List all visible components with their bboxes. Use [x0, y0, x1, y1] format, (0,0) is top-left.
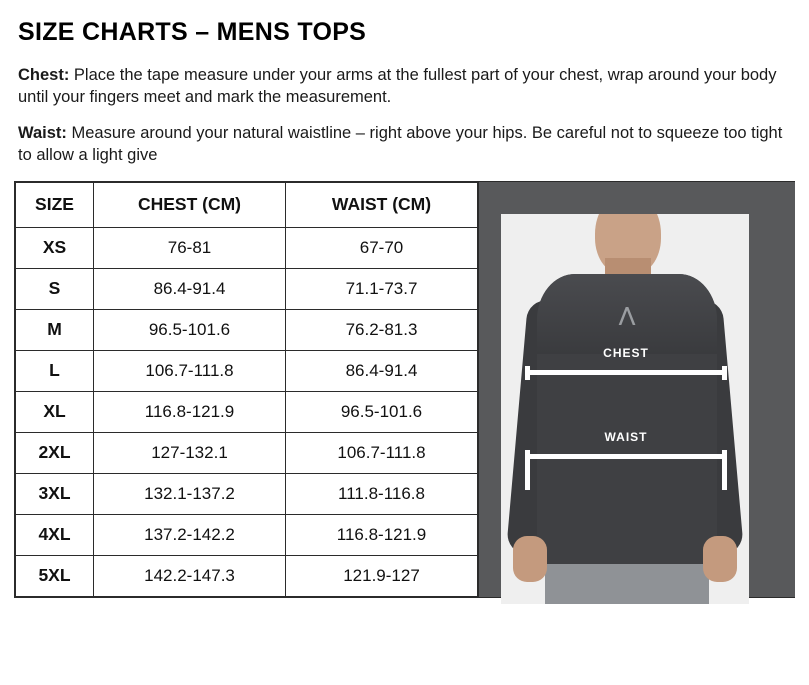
cell-size: 4XL — [16, 514, 94, 555]
cell-waist: 116.8-121.9 — [286, 514, 478, 555]
cell-chest: 127-132.1 — [94, 432, 286, 473]
cell-size: 3XL — [16, 473, 94, 514]
cell-waist: 96.5-101.6 — [286, 391, 478, 432]
table-row — [16, 555, 478, 596]
cell-chest: 96.5-101.6 — [94, 309, 286, 350]
size-chart-container — [14, 181, 795, 598]
cell-size: 5XL — [16, 555, 94, 596]
cell-waist: 76.2-81.3 — [286, 309, 478, 350]
column-header-waist: WAIST (CM) — [286, 182, 478, 227]
chest-measure-label: CHEST — [603, 345, 649, 360]
column-header-chest: CHEST (CM) — [94, 182, 286, 227]
waist-band-line — [525, 454, 727, 459]
cell-waist: 106.7-111.8 — [286, 432, 478, 473]
cell-waist: 86.4-91.4 — [286, 350, 478, 391]
cell-chest: 116.8-121.9 — [94, 391, 286, 432]
column-header-size: SIZE — [16, 182, 94, 227]
chest-instruction-text: Place the tape measure under your arms at the fullest part of your chest, wrap around your body until your fingers meet and mark the measurement. — [18, 66, 777, 106]
model-photo — [501, 214, 749, 604]
cell-chest: 142.2-147.3 — [94, 555, 286, 596]
table-row — [16, 227, 478, 268]
table-header-row — [16, 182, 478, 227]
cell-chest: 106.7-111.8 — [94, 350, 286, 391]
measurement-illustration-panel — [478, 182, 795, 597]
cell-chest: 76-81 — [94, 227, 286, 268]
waist-instruction — [18, 123, 791, 167]
chest-band-line — [525, 370, 727, 375]
chest-band-cap-right — [722, 366, 727, 380]
size-table — [15, 182, 478, 597]
cell-size: 2XL — [16, 432, 94, 473]
page-title: SIZE CHARTS – MENS TOPS — [18, 18, 367, 46]
cell-size: L — [16, 350, 94, 391]
cell-chest: 137.2-142.2 — [94, 514, 286, 555]
cell-chest: 132.1-137.2 — [94, 473, 286, 514]
waist-instruction-label: Waist: — [18, 123, 67, 142]
right-hand — [703, 536, 737, 582]
table-row — [16, 268, 478, 309]
waist-measure-label: WAIST — [604, 429, 648, 444]
table-row — [16, 309, 478, 350]
left-hand — [513, 536, 547, 582]
waist-instruction-text: Measure around your natural waistline – right above your hips. Be careful not to squeeze too tight to allow a light give — [18, 123, 783, 164]
cell-size: S — [16, 268, 94, 309]
table-row — [16, 391, 478, 432]
cell-chest: 86.4-91.4 — [94, 268, 286, 309]
chest-measure-band — [525, 366, 727, 378]
chest-instruction-label: Chest: — [18, 66, 70, 84]
waist-tick-left — [525, 460, 530, 490]
cell-waist: 67-70 — [286, 227, 478, 268]
waist-measure-band — [525, 450, 727, 462]
brand-logo-icon: ⋀ — [619, 304, 635, 326]
cell-size: XS — [16, 227, 94, 268]
table-row — [16, 473, 478, 514]
cell-waist: 111.8-116.8 — [286, 473, 478, 514]
cell-size: M — [16, 309, 94, 350]
table-row — [16, 514, 478, 555]
table-row — [16, 350, 478, 391]
waist-tick-right — [722, 460, 727, 490]
cell-waist: 71.1-73.7 — [286, 268, 478, 309]
cell-waist: 121.9-127 — [286, 555, 478, 596]
chest-instruction — [18, 65, 791, 109]
table-row — [16, 432, 478, 473]
cell-size: XL — [16, 391, 94, 432]
